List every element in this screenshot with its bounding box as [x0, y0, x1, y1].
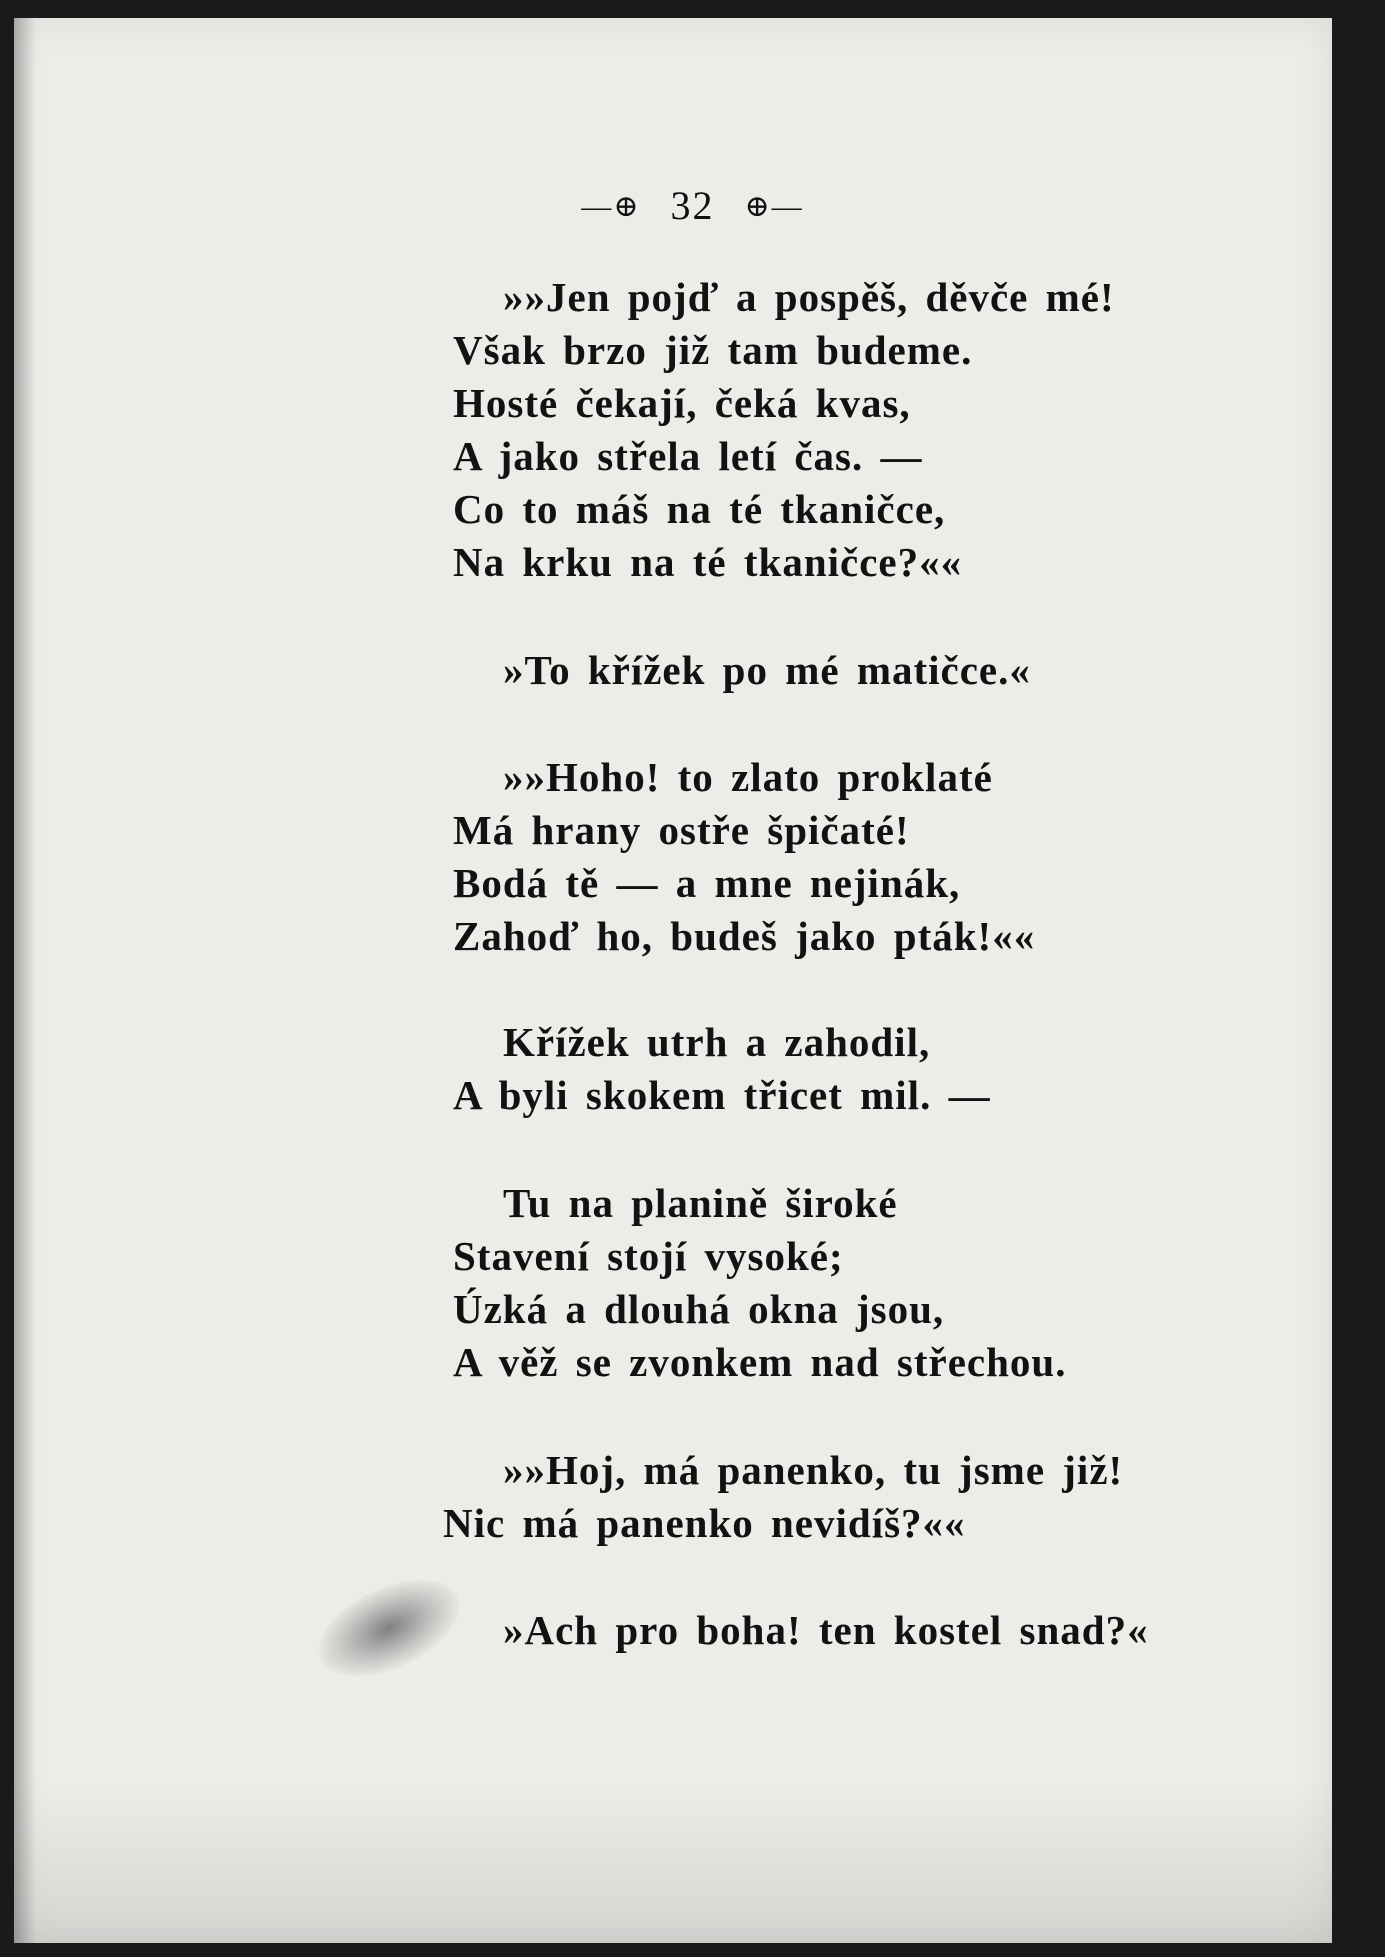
ornament-right-icon: ⊕— [744, 190, 804, 224]
verse-line: Bodá tě — a mne nejinák, [453, 860, 961, 906]
page-header [0, 182, 1385, 229]
verse-line: Křížek utrh a zahodil, [503, 1019, 931, 1065]
verse-line: Na krku na té tkaničce?«« [453, 539, 963, 585]
verse-line: »»Jen pojď a pospěš, děvče mé! [503, 274, 1115, 320]
verse-line: »To křížek po mé matičce.« [503, 647, 1031, 693]
verse-line: Hosté čekají, čeká kvas, [453, 380, 911, 426]
verse-line: A byli skokem třicet mil. — [453, 1072, 991, 1118]
verse-line: Zahoď ho, budeš jako pták!«« [453, 913, 1036, 959]
ink-blot [304, 1560, 474, 1696]
verse-line: Má hrany ostře špičaté! [453, 807, 910, 853]
spine-shadow [14, 18, 36, 1943]
page-stain [14, 1778, 1332, 1943]
verse-line: Však brzo již tam budeme. [453, 327, 973, 373]
verse-line: »»Hoho! to zlato proklaté [503, 754, 993, 800]
ornament-left-icon: —⊕ [581, 190, 641, 224]
verse-line: Co to máš na té tkaničce, [453, 486, 946, 532]
page-number: 32 [670, 183, 715, 228]
verse-line: »»Hoj, má panenko, tu jsme již! [503, 1447, 1124, 1493]
verse-line: Stavení stojí vysoké; [453, 1233, 844, 1279]
verse-line: Úzká a dlouhá okna jsou, [453, 1286, 945, 1332]
verse-line: A jako střela letí čas. — [453, 433, 923, 479]
verse-line: A věž se zvonkem nad střechou. [453, 1339, 1067, 1385]
verse-line: Nic má panenko nevidíš?«« [443, 1500, 966, 1546]
verse-line: Tu na planině široké [503, 1180, 898, 1226]
verse-line: »Ach pro boha! ten kostel snad?« [503, 1607, 1149, 1653]
